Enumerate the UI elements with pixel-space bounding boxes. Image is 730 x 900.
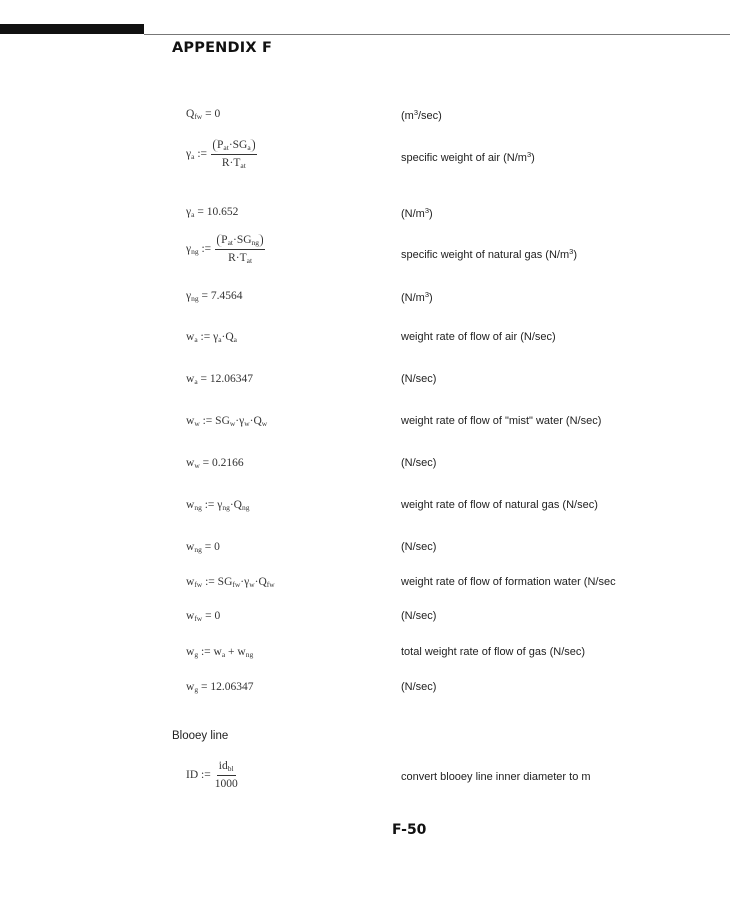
description-wa-units: (N/sec) <box>401 373 437 385</box>
section-heading-blooey-line: Blooey line <box>172 730 229 742</box>
description-wg-units: (N/sec) <box>401 681 437 693</box>
description-gamma-air-units: $(N/m^3)$ <box>401 206 433 220</box>
equation-qfw-value: $Q_{fw} = 0$ <box>186 108 221 121</box>
appendix-title: APPENDIX F <box>172 40 273 56</box>
description-wng: weight rate of flow of natural gas (N/sec) <box>401 499 598 511</box>
equation-wa-value: $w_a = 12.06347$ <box>186 373 254 386</box>
equation-ww-definition: $w_w$ := $SG_w\cdot\gamma_w\cdot Q_w$ <box>186 415 268 428</box>
equation-wg-value: $w_g = 12.06347$ <box>186 681 254 694</box>
header-rule <box>144 34 730 35</box>
description-ww-units: (N/sec) <box>401 457 437 469</box>
description-qfw: $(m^3/\sec)$ <box>401 108 442 122</box>
description-wfw-units: (N/sec) <box>401 610 437 622</box>
description-wa: weight rate of flow of air (N/sec) <box>401 331 556 343</box>
description-ww: weight rate of flow of "mist" water (N/sec) <box>401 415 602 427</box>
description-gamma-air: specific weight of air $(N/m^3)$ <box>401 150 535 164</box>
page-number: F-50 <box>392 822 427 838</box>
equation-gamma-air-value: $\gamma_a = 10.652$ <box>186 206 239 219</box>
equation-wng-definition: $w_{ng}$ := $\gamma_{ng}\cdot Q_{ng}$ <box>186 499 250 512</box>
description-wg: total weight rate of flow of gas (N/sec) <box>401 646 586 658</box>
equation-wa-definition: $w_a$ := $\gamma_a\cdot Q_a$ <box>186 331 238 344</box>
header-bar <box>0 24 144 34</box>
equation-wfw-value: $w_{fw} = 0$ <box>186 610 221 623</box>
description-wfw: weight rate of flow of formation water (N/sec <box>401 576 616 588</box>
description-gamma-gas-units: $(N/m^3)$ <box>401 290 433 304</box>
equation-gamma-gas-value: $\gamma_{ng} = 7.4564$ <box>186 290 243 303</box>
description-id: convert blooey line inner diameter to m <box>401 771 591 783</box>
equation-gamma-gas-definition: $\gamma_{ng}$ := $\frac{P_{at}\cdot SG_{ng}}{R\cdot T_{at}}$ <box>186 234 265 265</box>
equation-id-definition: ID := $\frac{id_{bl}}{1000}$ <box>186 760 238 790</box>
equation-wfw-definition: $w_{fw}$ := $SG_{fw}\cdot\gamma_w\cdot Q_{fw}$ <box>186 576 275 589</box>
equation-ww-value: $w_w = 0.2166$ <box>186 457 244 470</box>
equation-wng-value: $w_{ng} = 0$ <box>186 541 220 554</box>
description-gamma-gas: specific weight of natural gas $(N/m^3)$ <box>401 247 577 261</box>
equation-gamma-air-definition: $\gamma_a$ := $\frac{P_{at}\cdot SG_a}{R\cdot T_{at}}$ <box>186 139 257 170</box>
equation-wg-definition: $w_g$ := $w_a + w_{ng}$ <box>186 646 254 659</box>
description-wng-units: (N/sec) <box>401 541 437 553</box>
